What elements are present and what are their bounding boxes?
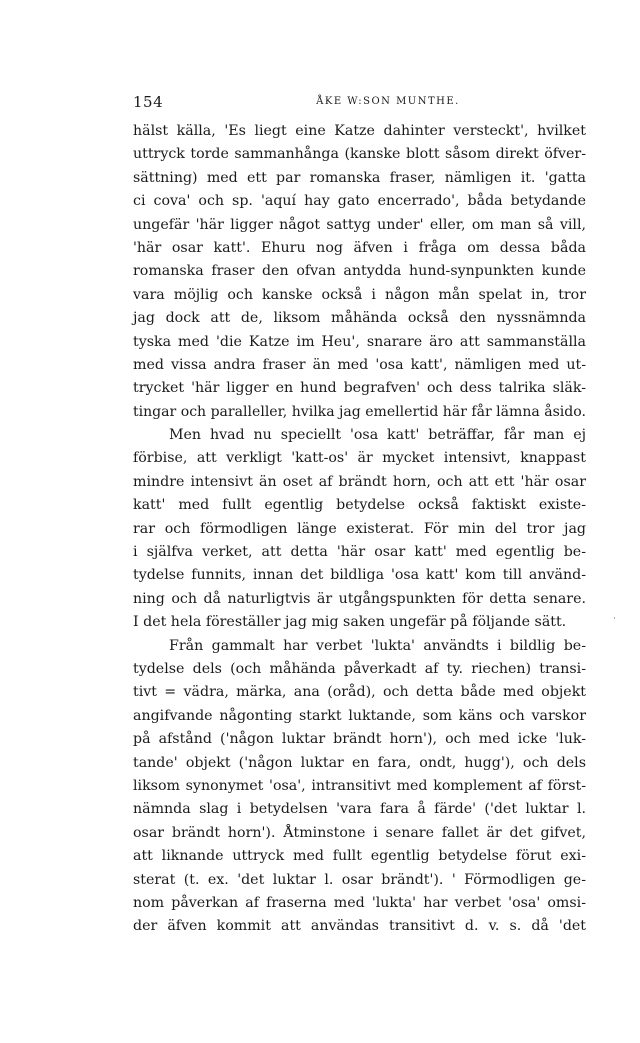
text-line: Men hvad nu speciellt 'osa katt' beträffar, får man ej	[169, 427, 586, 444]
text-line: osar brändt horn'). Åtminstone i senare fallet är det gifvet,	[133, 824, 586, 841]
text-line: sättning) med ett par romanska fraser, nämligen it. 'gatta	[133, 169, 586, 186]
running-head	[133, 92, 586, 112]
text-line: sterat (t. ex. 'det luktar l. osar brändt'). ' Förmodligen ge-	[133, 871, 586, 888]
text-line: tyska med 'die Katze im Heu', snarare äro att sammanställa	[133, 333, 586, 350]
text-line: romanska fraser den ofvan antydda hund-synpunkten kunde	[133, 263, 586, 280]
text-line: tydelse dels (och måhända påverkadt af ty. riechen) transi-	[133, 660, 586, 677]
body-text	[133, 120, 586, 939]
text-line: trycket 'här ligger en hund begrafven' och dess talrika släk-	[133, 380, 586, 397]
text-line: ungefär 'här ligger något sattyg under' eller, om man så vill,	[133, 216, 586, 233]
text-line: nämnda slag i betydelsen 'vara fara å färde' ('det luktar l.	[133, 801, 586, 818]
text-line: uttryck torde sammanhånga (kanske blott såsom direkt öfver-	[133, 146, 586, 163]
text-line: 'här osar katt'. Ehuru nog äfven i fråga om dessa båda	[133, 239, 586, 256]
page-number: 154	[133, 93, 164, 111]
text-line: der äfven kommit att användas transitivt d. v. s. då 'det	[133, 918, 586, 935]
text-line: vara möjlig och kanske också i någon mån spelat in, tror	[133, 286, 586, 303]
paragraph	[133, 635, 586, 939]
margin-mark: ˙	[612, 617, 617, 628]
paragraph	[133, 120, 586, 424]
text-line: katt' med fullt egentlig betydelse också faktiskt existe-	[133, 497, 586, 514]
text-line: med vissa andra fraser än med 'osa katt', nämligen med ut-	[133, 356, 586, 373]
text-line: jag dock att de, liksom måhända också den nyssnämnda	[133, 310, 586, 327]
text-line: på afstånd ('någon luktar brändt horn'), och med icke 'luk-	[133, 731, 586, 748]
text-line: tydelse funnits, innan det bildliga 'osa katt' kom till använd-	[133, 567, 586, 584]
text-line: tingar och paralleller, hvilka jag emellertid här får lämna åsido.	[133, 403, 586, 420]
text-line: förbise, att verkligt 'katt-os' är mycket intensivt, knappast	[133, 450, 586, 467]
running-title: ÅKE W:SON MUNTHE.	[316, 96, 460, 107]
paragraph	[133, 424, 586, 635]
text-line: I det hela föreställer jag mig saken ungefär på följande sätt.	[133, 614, 567, 631]
text-line: angifvande någonting starkt luktande, som käns och varskor	[133, 707, 586, 724]
text-line: liksom synonymet 'osa', intransitivt med komplement af först-	[133, 777, 586, 794]
text-line: tande' objekt ('någon luktar en fara, ondt, hugg'), och dels	[133, 754, 586, 771]
text-line: ning och då naturligtvis är utgångspunkten för detta senare.	[133, 590, 586, 607]
text-line: rar och förmodligen länge existerat. För min del tror jag	[133, 520, 586, 537]
text-line: mindre intensivt än oset af brändt horn, och att ett 'här osar	[133, 473, 586, 490]
text-line: tivt = vädra, märka, ana (oråd), och detta både med objekt	[133, 684, 586, 701]
text-line: att liknande uttryck med fullt egentlig betydelse förut exi-	[133, 848, 586, 865]
text-line: i själfva verket, att detta 'här osar katt' med egentlig be-	[133, 544, 586, 561]
text-line: ci cova' och sp. 'aquí hay gato encerrado', båda betydande	[133, 193, 586, 210]
text-line: nom påverkan af fraserna med 'lukta' har verbet 'osa' omsi-	[133, 894, 586, 911]
text-line: Från gammalt har verbet 'lukta' användts i bildlig be-	[169, 637, 586, 654]
text-line: hälst källa, 'Es liegt eine Katze dahinter versteckt', hvilket	[133, 123, 586, 139]
